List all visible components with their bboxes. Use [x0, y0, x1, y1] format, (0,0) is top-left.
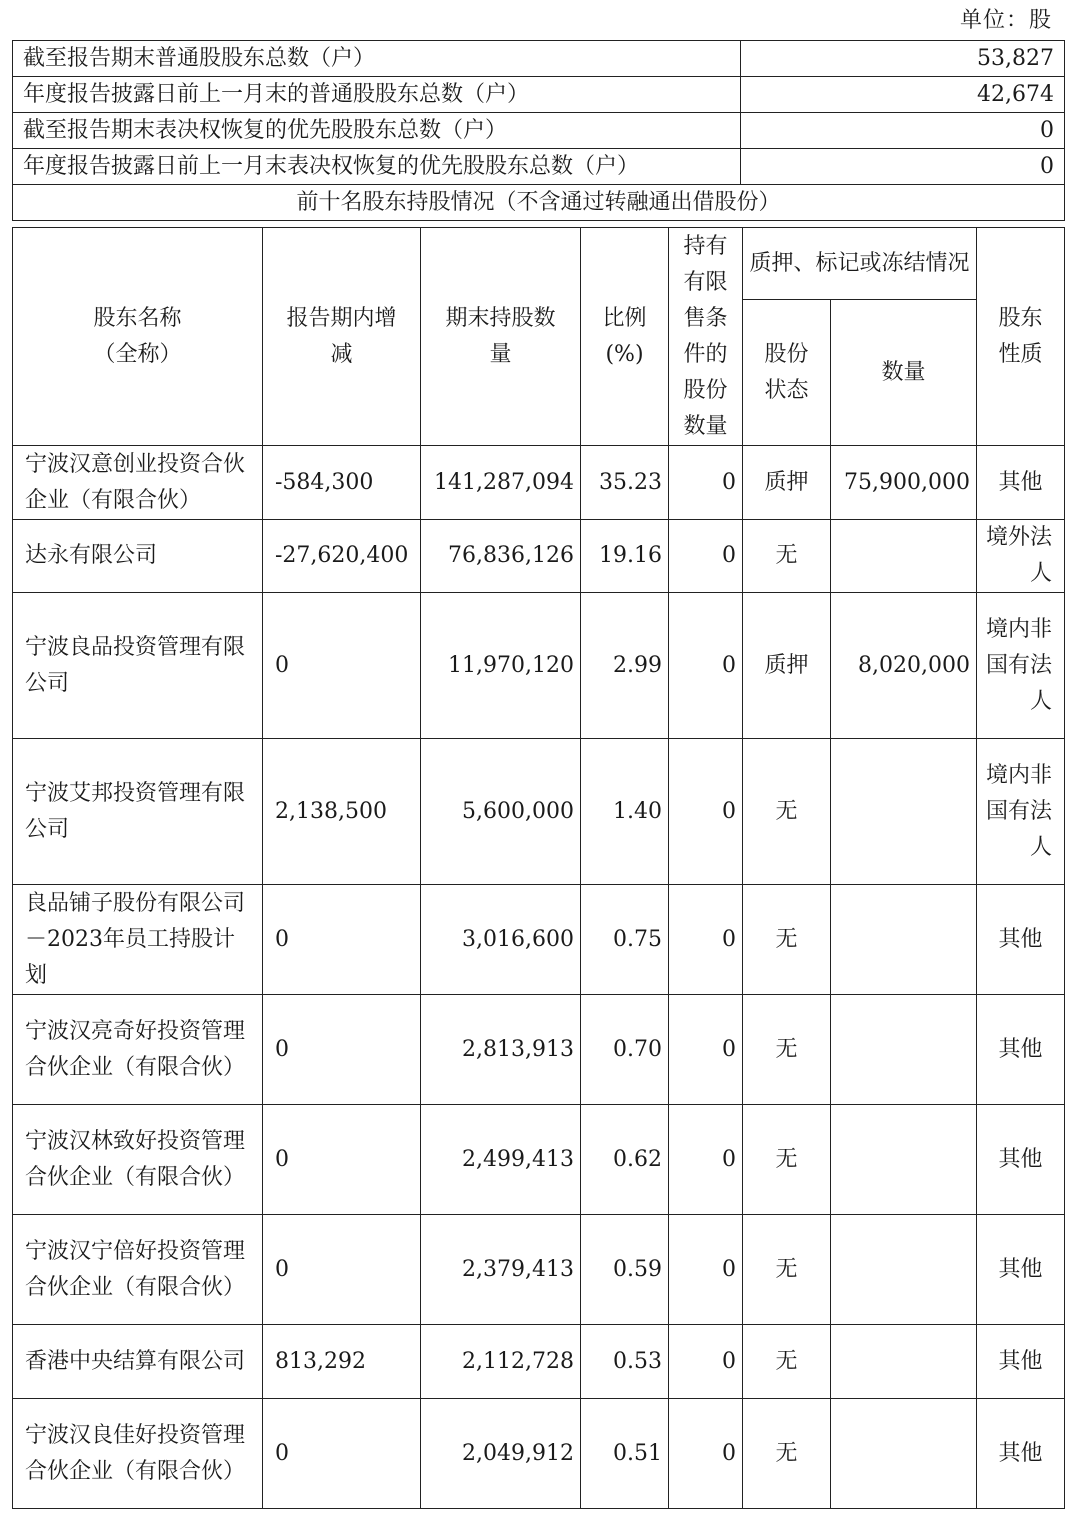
- table-row: [13, 593, 1065, 739]
- table-row: [13, 1105, 1065, 1215]
- header-shares: [421, 228, 581, 446]
- holder-restricted: 0: [669, 1105, 743, 1215]
- summary-label: 截至报告期末普通股股东总数（户）: [13, 41, 741, 77]
- holder-nature: 其他: [977, 1325, 1065, 1399]
- unit-label: 单位：股: [959, 8, 1052, 33]
- summary-row: [13, 41, 1065, 77]
- holder-name: 宁波汉林致好投资管理合伙企业（有限合伙）: [13, 1105, 263, 1215]
- summary-value: 53,827: [741, 41, 1065, 77]
- holder-shares: 11,970,120: [421, 593, 581, 739]
- holder-change: 0: [263, 885, 421, 995]
- holder-status: 质押: [743, 446, 831, 520]
- table-row: [13, 885, 1065, 995]
- holder-name: 香港中央结算有限公司: [13, 1325, 263, 1399]
- holder-change: 0: [263, 1215, 421, 1325]
- holder-restricted: 0: [669, 885, 743, 995]
- holder-quantity: [831, 739, 977, 885]
- holder-quantity: 75,900,000: [831, 446, 977, 520]
- holder-name: 宁波良品投资管理有限公司: [13, 593, 263, 739]
- header-shares-line2: 量: [489, 341, 512, 367]
- holder-shares: 141,287,094: [421, 446, 581, 520]
- holder-name: 宁波汉良佳好投资管理合伙企业（有限合伙）: [13, 1399, 263, 1509]
- holder-change: 0: [263, 1105, 421, 1215]
- holder-shares: 2,813,913: [421, 995, 581, 1105]
- summary-row: [13, 113, 1065, 149]
- holder-nature: 境外法人: [977, 520, 1065, 593]
- holder-nature: 其他: [977, 995, 1065, 1105]
- holder-name: 宁波艾邦投资管理有限公司: [13, 739, 263, 885]
- holder-restricted: 0: [669, 1325, 743, 1399]
- holder-ratio: 0.75: [581, 885, 669, 995]
- holder-status: 无: [743, 1105, 831, 1215]
- header-name-line1: 股东名称: [93, 305, 182, 331]
- holder-nature: 其他: [977, 1399, 1065, 1509]
- holder-status: 无: [743, 1325, 831, 1399]
- holder-quantity: [831, 995, 977, 1105]
- holder-name: 宁波汉亮奇好投资管理合伙企业（有限合伙）: [13, 995, 263, 1105]
- holder-shares: 2,049,912: [421, 1399, 581, 1509]
- header-status: [743, 300, 831, 446]
- holder-status: 无: [743, 1215, 831, 1325]
- table-row: [13, 520, 1065, 593]
- table-row: [13, 1325, 1065, 1399]
- holder-change: -584,300: [263, 446, 421, 520]
- summary-row: [13, 149, 1065, 185]
- table-row: [13, 739, 1065, 885]
- holder-quantity: [831, 1105, 977, 1215]
- header-restricted: 持有有限售条件的股份数量: [669, 228, 743, 446]
- header-pledge-group: 质押、标记或冻结情况: [743, 228, 977, 300]
- header-ratio: [581, 228, 669, 446]
- holder-ratio: 0.62: [581, 1105, 669, 1215]
- header-ratio-line1: 比例: [602, 305, 647, 331]
- holder-quantity: [831, 1325, 977, 1399]
- holder-nature: 其他: [977, 1105, 1065, 1215]
- holder-quantity: [831, 1399, 977, 1509]
- summary-label: 年度报告披露日前上一月末表决权恢复的优先股股东总数（户）: [13, 149, 741, 185]
- holder-status: 无: [743, 739, 831, 885]
- holder-shares: 76,836,126: [421, 520, 581, 593]
- holder-name: 宁波汉意创业投资合伙企业（有限合伙）: [13, 446, 263, 520]
- holder-name: 良品铺子股份有限公司－2023年员工持股计划: [13, 885, 263, 995]
- holder-nature: 其他: [977, 885, 1065, 995]
- holder-ratio: 1.40: [581, 739, 669, 885]
- holder-status: 无: [743, 995, 831, 1105]
- holder-quantity: [831, 520, 977, 593]
- holder-ratio: 19.16: [581, 520, 669, 593]
- header-nature: [977, 228, 1065, 446]
- summary-row: [13, 77, 1065, 113]
- header-nature-line1: 股东: [998, 305, 1043, 331]
- holder-restricted: 0: [669, 593, 743, 739]
- holder-restricted: 0: [669, 1215, 743, 1325]
- header-shares-line1: 期末持股数: [445, 305, 556, 331]
- header-status-line1: 股份: [764, 341, 809, 367]
- holder-change: 0: [263, 593, 421, 739]
- holder-name: 宁波汉宁倍好投资管理合伙企业（有限合伙）: [13, 1215, 263, 1325]
- section-title: 前十名股东持股情况（不含通过转融通出借股份）: [13, 185, 1065, 221]
- holders-table: [12, 227, 1065, 1509]
- header-name-line2: （全称）: [93, 341, 182, 367]
- holder-ratio: 2.99: [581, 593, 669, 739]
- summary-value: 0: [741, 113, 1065, 149]
- holder-status: 无: [743, 1399, 831, 1509]
- holder-nature: 其他: [977, 1215, 1065, 1325]
- header-change-line1: 报告期内增: [286, 305, 397, 331]
- holder-restricted: 0: [669, 1399, 743, 1509]
- summary-value: 42,674: [741, 77, 1065, 113]
- header-ratio-line2: (%): [605, 341, 644, 367]
- section-title-row: [13, 185, 1065, 221]
- holder-shares: 5,600,000: [421, 739, 581, 885]
- holder-nature: 境内非国有法人: [977, 739, 1065, 885]
- holder-quantity: [831, 885, 977, 995]
- holder-nature: 境内非国有法人: [977, 593, 1065, 739]
- holder-quantity: 8,020,000: [831, 593, 977, 739]
- summary-label: 截至报告期末表决权恢复的优先股股东总数（户）: [13, 113, 741, 149]
- holder-shares: 2,499,413: [421, 1105, 581, 1215]
- holder-ratio: 0.51: [581, 1399, 669, 1509]
- holder-shares: 3,016,600: [421, 885, 581, 995]
- holder-restricted: 0: [669, 995, 743, 1105]
- holder-change: 0: [263, 995, 421, 1105]
- summary-table: [12, 40, 1065, 221]
- holder-restricted: 0: [669, 446, 743, 520]
- table-row: [13, 995, 1065, 1105]
- holder-status: 质押: [743, 593, 831, 739]
- summary-label: 年度报告披露日前上一月末的普通股股东总数（户）: [13, 77, 741, 113]
- holder-change: -27,620,400: [263, 520, 421, 593]
- holder-ratio: 0.59: [581, 1215, 669, 1325]
- holder-status: 无: [743, 885, 831, 995]
- holder-shares: 2,112,728: [421, 1325, 581, 1399]
- holder-name: 达永有限公司: [13, 520, 263, 593]
- holder-nature: 其他: [977, 446, 1065, 520]
- holder-change: 2,138,500: [263, 739, 421, 885]
- summary-value: 0: [741, 149, 1065, 185]
- header-nature-line2: 性质: [998, 341, 1043, 367]
- holder-status: 无: [743, 520, 831, 593]
- table-row: [13, 446, 1065, 520]
- holder-quantity: [831, 1215, 977, 1325]
- holder-ratio: 0.53: [581, 1325, 669, 1399]
- holder-ratio: 35.23: [581, 446, 669, 520]
- header-status-line2: 状态: [764, 377, 809, 403]
- holder-restricted: 0: [669, 739, 743, 885]
- table-row: [13, 1399, 1065, 1509]
- holder-change: 813,292: [263, 1325, 421, 1399]
- holder-ratio: 0.70: [581, 995, 669, 1105]
- holder-restricted: 0: [669, 520, 743, 593]
- header-change-line2: 减: [330, 341, 353, 367]
- header-quantity: 数量: [831, 300, 977, 446]
- header-name: [13, 228, 263, 446]
- holder-change: 0: [263, 1399, 421, 1509]
- header-change: [263, 228, 421, 446]
- table-row: [13, 1215, 1065, 1325]
- holder-shares: 2,379,413: [421, 1215, 581, 1325]
